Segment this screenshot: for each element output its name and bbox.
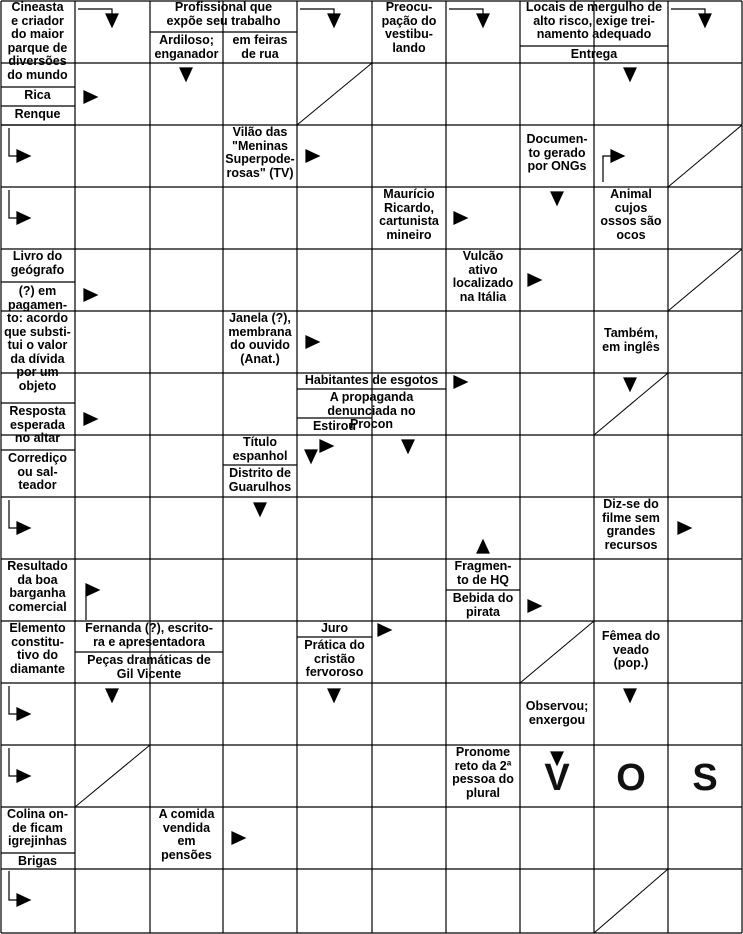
clue-pronome: Pronome reto da 2ª pessoa do plural <box>452 745 514 800</box>
clue-distrito: Distrito de Guarulhos <box>228 466 292 494</box>
arrow-stem <box>300 9 334 14</box>
arrow-down-icon <box>624 378 636 391</box>
arrow-stem <box>9 686 17 714</box>
arrow-right-icon <box>17 212 30 224</box>
arrow-right-icon <box>17 770 30 782</box>
clue-vulcao: Vulcão ativo localizado na Itália <box>452 249 514 304</box>
answer-cell[interactable]: V <box>544 757 570 799</box>
clue-observou: Observou; enxergou <box>525 699 589 727</box>
clue-estirou: Estirou <box>312 419 357 433</box>
clue-fernanda: Fernanda (?), escrito- ra e apresentadora <box>85 621 213 649</box>
arrow-right-icon <box>378 624 391 636</box>
arrow-right-icon <box>454 376 467 388</box>
clue-fragmento: Fragmen- to de HQ <box>454 559 512 587</box>
arrow-right-icon <box>611 150 624 162</box>
clue-preocupacao: Preocu- pação do vestibu- lando <box>381 0 437 55</box>
arrow-right-icon <box>84 289 97 301</box>
clue-juro: Juro <box>320 621 349 635</box>
clue-vilao: Vilão das "Meninas Superpode- rosas" (TV) <box>225 125 295 180</box>
clue-cineasta: Cineasta e criador do maior parque de diversões do mundo <box>7 0 68 82</box>
arrow-down-icon <box>106 689 118 702</box>
arrow-stem <box>78 9 112 14</box>
clue-resultado: Resultado da boa barganha comercial <box>7 559 68 614</box>
arrow-right-icon <box>17 150 30 162</box>
clue-documento: Documen- to gerado por ONGs <box>526 132 588 173</box>
clue-corredico: Corrediço ou sal- teador <box>7 451 68 492</box>
clue-tambem: Também, em inglês <box>602 326 660 354</box>
arrow-right-icon <box>320 440 333 452</box>
clue-pagamento: (?) em pagamen- to: acordo que substi- tui o valor da dívida por um objeto <box>4 284 71 393</box>
arrow-up-icon <box>477 540 489 553</box>
blocked-cell-diagonal <box>668 249 742 311</box>
arrow-right-icon <box>86 584 99 596</box>
clue-pecas: Peças dramáticas de Gil Vicente <box>87 653 211 681</box>
clue-elemento: Elemento constitu- tivo do diamante <box>9 621 66 676</box>
clue-brigas: Brigas <box>18 854 57 868</box>
blocked-cell-diagonal <box>520 621 594 683</box>
arrow-down-icon <box>402 440 414 453</box>
answer-cell[interactable]: O <box>616 757 646 799</box>
arrow-right-icon <box>17 708 30 720</box>
clue-propaganda: A propaganda denunciada no Procon <box>327 390 416 431</box>
clue-feiras: em feiras de rua <box>232 33 288 61</box>
arrow-down-icon <box>477 14 489 27</box>
blocked-cell-diagonal <box>668 125 742 187</box>
arrow-stem <box>9 748 17 776</box>
clue-ardiloso: Ardiloso; enganador <box>154 33 219 61</box>
clue-renque: Renque <box>14 107 61 121</box>
clue-filme: Diz-se do filme sem grandes recursos <box>602 497 660 552</box>
arrow-stem <box>603 156 611 158</box>
clue-pratica: Prática do cristão fervoroso <box>304 638 365 679</box>
arrow-stem <box>9 871 17 900</box>
clue-femea: Fêmea do veado (pop.) <box>601 629 661 670</box>
arrow-down-icon <box>624 68 636 81</box>
arrow-right-icon <box>84 413 97 425</box>
arrow-right-icon <box>528 274 541 286</box>
arrow-stem <box>671 9 705 14</box>
clue-resposta-altar: Resposta esperada no altar <box>9 404 66 445</box>
arrow-stem <box>9 190 17 218</box>
arrow-stem <box>449 9 483 14</box>
clue-entrega: Entrega <box>570 47 618 61</box>
arrow-down-icon <box>305 450 317 463</box>
arrow-right-icon <box>306 150 319 162</box>
arrow-stem <box>9 500 17 528</box>
arrow-right-icon <box>17 894 30 906</box>
clue-profissional: Profissional que expõe seu trabalho <box>166 0 281 28</box>
clue-livro-geografo: Livro do geógrafo <box>10 249 65 277</box>
arrow-right-icon <box>84 91 97 103</box>
clue-bebida: Bebida do pirata <box>452 591 514 619</box>
arrow-right-icon <box>528 600 541 612</box>
clue-janela: Janela (?), membrana do ouvido (Anat.) <box>228 311 292 366</box>
arrow-stem <box>9 128 17 156</box>
blocked-cell-diagonal <box>594 869 668 933</box>
arrow-down-icon <box>699 14 711 27</box>
clue-colina: Colina on- de ficam igrejinhas <box>6 807 69 848</box>
arrow-right-icon <box>17 522 30 534</box>
clue-comida: A comida vendida em pensões <box>158 807 215 862</box>
arrow-down-icon <box>624 689 636 702</box>
arrow-down-icon <box>328 14 340 27</box>
arrow-right-icon <box>232 832 245 844</box>
clue-titulo-espanhol: Título espanhol <box>232 435 288 463</box>
blocked-cell-diagonal <box>75 745 150 807</box>
answer-cell[interactable]: S <box>692 757 718 799</box>
arrow-right-icon <box>454 212 467 224</box>
clue-animal: Animal cujos ossos são ocos <box>600 187 662 242</box>
arrow-down-icon <box>106 14 118 27</box>
clue-mauricio: Maurício Ricardo, cartunista mineiro <box>379 187 439 242</box>
blocked-cell-diagonal <box>297 63 372 125</box>
arrow-down-icon <box>551 192 563 205</box>
clue-rica: Rica <box>24 88 51 102</box>
arrow-down-icon <box>180 68 192 81</box>
arrow-down-icon <box>328 689 340 702</box>
clue-locais-mergulho: Locais de mergulho de alto risco, exige trei- namento adequado <box>525 0 663 41</box>
clue-habitantes: Habitantes de esgotos <box>304 373 439 387</box>
arrow-right-icon <box>678 522 691 534</box>
arrow-right-icon <box>306 336 319 348</box>
arrow-down-icon <box>254 503 266 516</box>
